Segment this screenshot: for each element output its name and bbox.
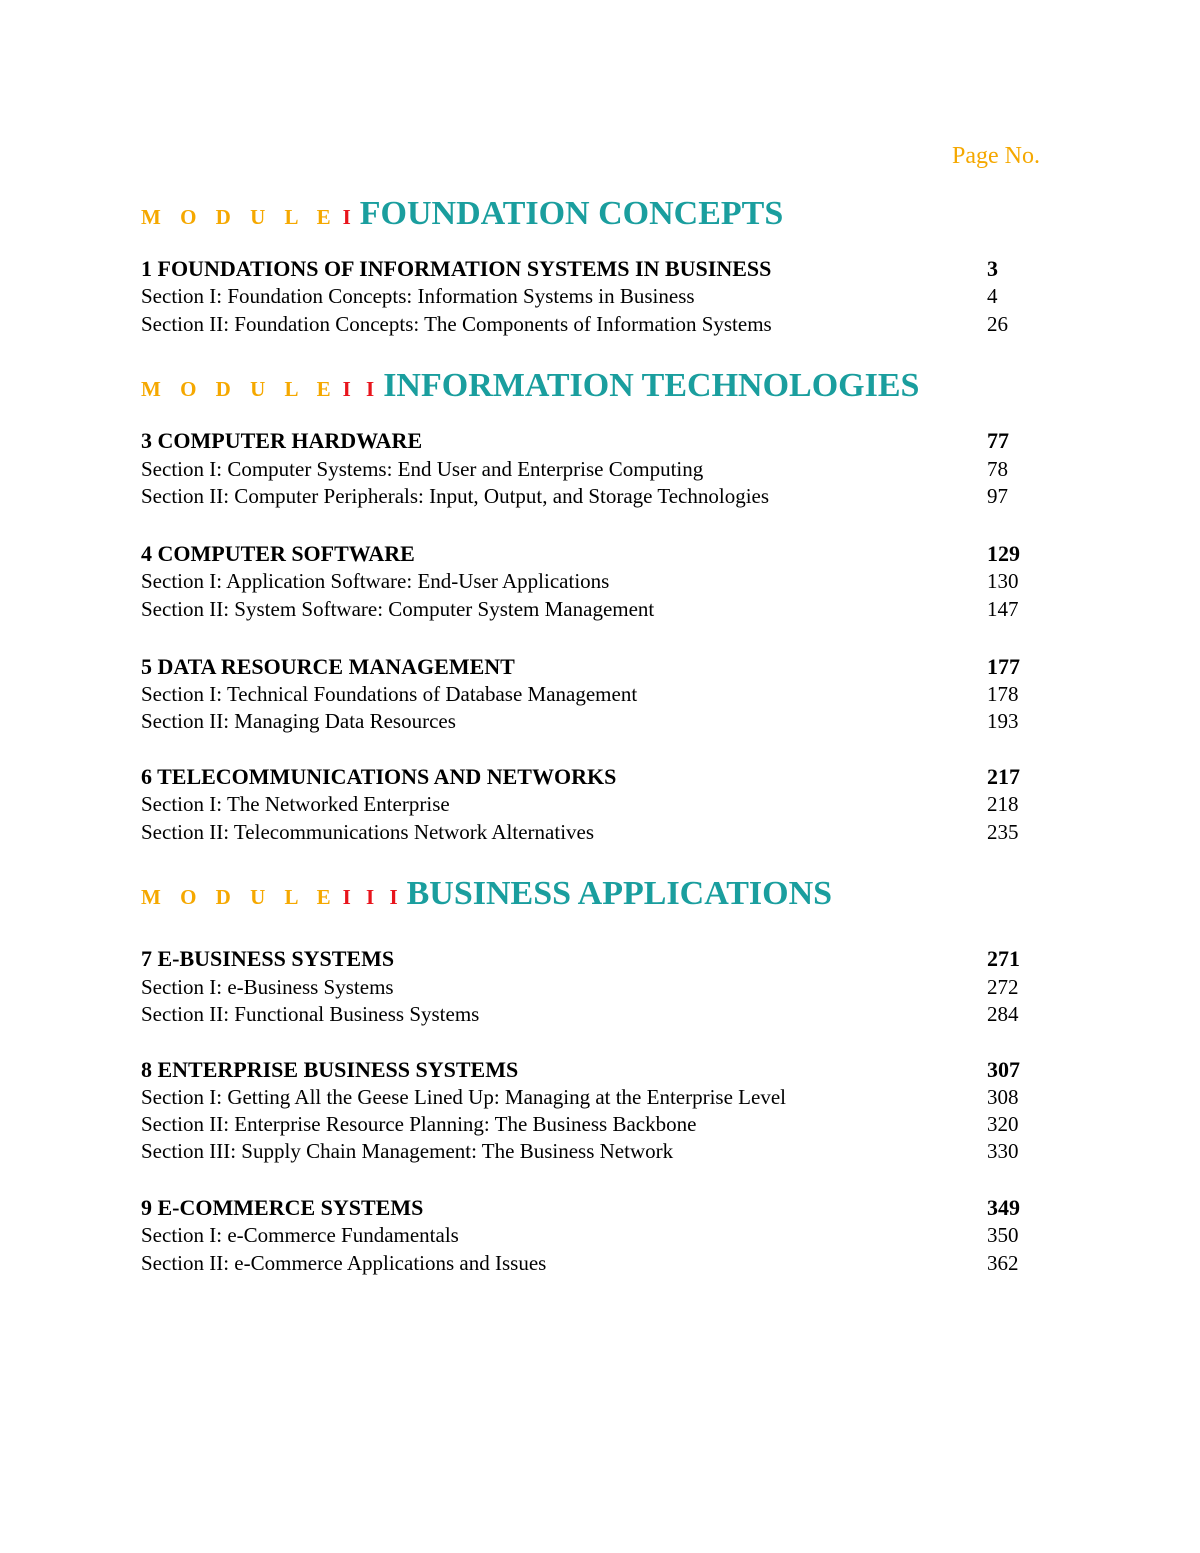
- chapter-row: [141, 1195, 1041, 1223]
- section-row: [141, 682, 1041, 710]
- chapter-page: 307: [987, 1057, 1020, 1082]
- module-heading: [141, 367, 919, 405]
- section-row: [141, 1085, 1041, 1113]
- section-page: 97: [987, 484, 1008, 508]
- section-page: 308: [987, 1085, 1019, 1109]
- section-title: Section I: Getting All the Geese Lined Up: Managing at the Enterprise Level: [141, 1085, 786, 1109]
- section-title: Section II: Computer Peripherals: Input, Output, and Storage Technologies: [141, 484, 770, 508]
- module-numeral: I: [342, 205, 356, 229]
- chapter-title: 6 TELECOMMUNICATIONS AND NETWORKS: [141, 764, 617, 789]
- module-title: INFORMATION TECHNOLOGIES: [383, 367, 920, 404]
- chapter-page: 177: [987, 654, 1020, 679]
- module-label: M O D U L E: [141, 377, 338, 401]
- section-page: 272: [987, 975, 1019, 999]
- section-page: 193: [987, 709, 1019, 733]
- section-row: [141, 1223, 1041, 1251]
- chapter-title: 7 E-BUSINESS SYSTEMS: [141, 946, 395, 971]
- chapter-row: [141, 764, 1041, 792]
- chapter-row: [141, 654, 1041, 682]
- section-row: [141, 284, 1041, 312]
- section-page: 320: [987, 1112, 1019, 1136]
- module-title: BUSINESS APPLICATIONS: [406, 875, 833, 912]
- section-page: 26: [987, 312, 1008, 336]
- section-row: [141, 709, 1041, 737]
- chapter-page: 77: [987, 428, 1009, 453]
- section-page: 350: [987, 1223, 1019, 1247]
- section-page: 78: [987, 457, 1008, 481]
- section-row: [141, 792, 1041, 820]
- chapter-title: 1 FOUNDATIONS OF INFORMATION SYSTEMS IN BUSINESS: [141, 256, 772, 281]
- module-title: FOUNDATION CONCEPTS: [359, 195, 784, 232]
- module-heading: [141, 875, 832, 913]
- module-numeral: I I: [342, 377, 380, 401]
- section-row: [141, 1002, 1041, 1030]
- section-title: Section II: Telecommunications Network Alternatives: [141, 820, 595, 844]
- chapter-row: [141, 428, 1041, 456]
- section-row: [141, 484, 1041, 512]
- section-title: Section I: Technical Foundations of Database Management: [141, 682, 638, 706]
- section-page: 147: [987, 597, 1019, 621]
- chapter-page: 3: [987, 256, 998, 281]
- chapter-row: [141, 256, 1041, 284]
- section-row: [141, 569, 1041, 597]
- section-row: [141, 597, 1041, 625]
- section-row: [141, 820, 1041, 848]
- chapter-title: 9 E-COMMERCE SYSTEMS: [141, 1195, 424, 1220]
- module-numeral: I I I: [342, 885, 403, 909]
- module-heading: [141, 195, 783, 233]
- section-row: [141, 312, 1041, 340]
- section-row: [141, 1139, 1041, 1167]
- section-title: Section II: Foundation Concepts: The Components of Information Systems: [141, 312, 772, 336]
- chapter-title: 5 DATA RESOURCE MANAGEMENT: [141, 654, 515, 679]
- chapter-row: [141, 1057, 1041, 1085]
- section-row: [141, 975, 1041, 1003]
- chapter-page: 271: [987, 946, 1020, 971]
- chapter-row: [141, 541, 1041, 569]
- section-page: 362: [987, 1251, 1019, 1275]
- section-row: [141, 1112, 1041, 1140]
- section-title: Section I: Application Software: End-User Applications: [141, 569, 610, 593]
- page-number-heading: Page No.: [952, 143, 1040, 169]
- section-title: Section I: e-Business Systems: [141, 975, 394, 999]
- section-title: Section II: Enterprise Resource Planning: The Business Backbone: [141, 1112, 697, 1136]
- section-page: 130: [987, 569, 1019, 593]
- section-row: [141, 1251, 1041, 1279]
- chapter-page: 349: [987, 1195, 1020, 1220]
- section-title: Section I: The Networked Enterprise: [141, 792, 450, 816]
- section-row: [141, 457, 1041, 485]
- chapter-title: 3 COMPUTER HARDWARE: [141, 428, 423, 453]
- section-title: Section I: e-Commerce Fundamentals: [141, 1223, 459, 1247]
- chapter-title: 8 ENTERPRISE BUSINESS SYSTEMS: [141, 1057, 519, 1082]
- section-page: 284: [987, 1002, 1019, 1026]
- module-label: M O D U L E: [141, 205, 338, 229]
- section-title: Section I: Computer Systems: End User and Enterprise Computing: [141, 457, 704, 481]
- section-title: Section I: Foundation Concepts: Information Systems in Business: [141, 284, 695, 308]
- section-title: Section II: System Software: Computer System Management: [141, 597, 655, 621]
- section-title: Section III: Supply Chain Management: The Business Network: [141, 1139, 674, 1163]
- section-page: 218: [987, 792, 1019, 816]
- module-label: M O D U L E: [141, 885, 338, 909]
- section-title: Section II: Managing Data Resources: [141, 709, 456, 733]
- chapter-title: 4 COMPUTER SOFTWARE: [141, 541, 415, 566]
- section-page: 178: [987, 682, 1019, 706]
- section-page: 4: [987, 284, 998, 308]
- section-title: Section II: Functional Business Systems: [141, 1002, 480, 1026]
- chapter-page: 217: [987, 764, 1020, 789]
- section-page: 330: [987, 1139, 1019, 1163]
- chapter-page: 129: [987, 541, 1020, 566]
- chapter-row: [141, 946, 1041, 974]
- section-page: 235: [987, 820, 1019, 844]
- section-title: Section II: e-Commerce Applications and Issues: [141, 1251, 547, 1275]
